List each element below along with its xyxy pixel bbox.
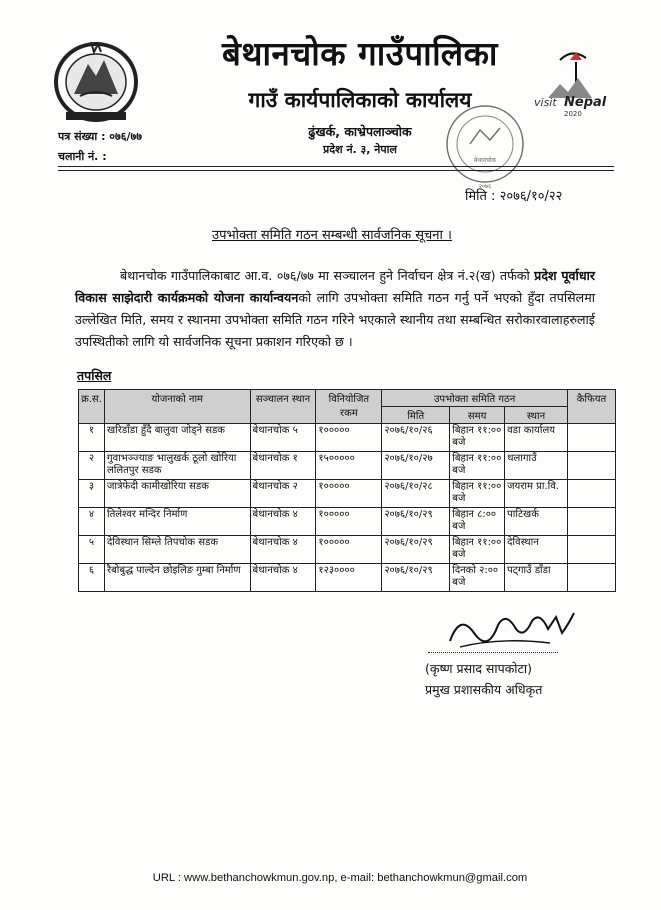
cell-name: रैबोबुद्ध पाल्देन छोइलिङ गुम्बा निर्माण <box>104 564 250 592</box>
address-line-2: प्रदेश नं. ३, नेपाल <box>323 143 397 156</box>
cell-venue: देविस्थान <box>505 536 568 564</box>
signature-line <box>428 652 558 653</box>
cell-venue: वडा कार्यालय <box>505 424 568 452</box>
letter-date: मिति : २०७६/१०/२२ <box>465 189 563 204</box>
cell-place: बेथानचोक ४ <box>250 508 316 536</box>
cell-date: २०७६/१०/२७ <box>382 452 450 480</box>
cell-time: बिहान ११:०० बजे <box>450 480 505 508</box>
cell-amount: १२३०००० <box>316 564 382 592</box>
table-row <box>79 536 616 564</box>
letter-number: पत्र संख्या : ०७६/७७ <box>58 130 142 143</box>
cell-venue: पट्गाउँ डाँडा <box>505 564 568 592</box>
col-header-venue: स्थान <box>505 407 568 424</box>
table-row <box>79 452 616 480</box>
col-header-sn: क्र.स. <box>79 390 105 424</box>
cell-time: बिहान ११:०० बजे <box>450 536 505 564</box>
cell-amount: १००००० <box>316 480 382 508</box>
signature-image <box>440 603 580 653</box>
cell-place: बेथानचोक ४ <box>250 536 316 564</box>
col-header-remarks: कैफियत <box>567 390 615 424</box>
cell-remarks <box>567 452 615 480</box>
body-text-bold: प्रदेश पूर्वाधार विकास साझेदारी कार्यक्रमको योजना कार्यान्वयन <box>75 268 595 305</box>
table-row <box>79 508 616 536</box>
cell-sn: ३ <box>79 480 105 508</box>
office-subtitle: गाउँ कार्यपालिकाको कार्यालय <box>248 88 472 112</box>
cell-name: जात्रेफेदी कामीखोरिया सडक <box>104 480 250 508</box>
notice-body <box>75 265 595 353</box>
svg-text:२०७६: २०७६ <box>478 183 492 190</box>
cell-venue: पाटिखर्क <box>505 508 568 536</box>
cell-amount: १००००० <box>316 424 382 452</box>
cell-remarks <box>567 564 615 592</box>
col-header-amount: विनियोजित रकम <box>316 390 382 424</box>
body-text-part2: को लागि उपभोक्ता समिति गठन गर्नु पर्ने भएको हुँदा तपसिलमा उल्लेखित मिति, समय र स्थानमा उपभोक्ता समिति गठन गरिने भएकाले स्थानीय तथा सम्बन्धित सरोकारवालाहरुलाई उपस्थितीको लागि यो सार्वजनिक सूचना प्रकाशन गरिएको छ । <box>75 290 595 349</box>
header-divider <box>58 166 614 167</box>
cell-name: देविस्थान सिम्ले तिपचोक सडक <box>104 536 250 564</box>
cell-time: दिनको २:०० बजे <box>450 564 505 592</box>
office-stamp <box>440 100 530 192</box>
cell-sn: ५ <box>79 536 105 564</box>
header-divider-thin <box>58 170 614 171</box>
col-header-place: सञ्चालन स्थान <box>250 390 316 424</box>
cell-place: बेथानचोक ४ <box>250 564 316 592</box>
cell-sn: २ <box>79 452 105 480</box>
svg-text:visit: visit <box>534 96 557 109</box>
cell-amount: १००००० <box>316 508 382 536</box>
body-text-part1: बेथानचोक गाउँपालिकाबाट आ.व. ०७६/७७ मा सञ्चालन हुने निर्वाचन क्षेत्र नं.२(ख) तर्फको <box>120 268 535 283</box>
col-header-time: समय <box>450 407 505 424</box>
cell-venue: जयराम प्रा.वि. <box>505 480 568 508</box>
cell-sn: ४ <box>79 508 105 536</box>
cell-remarks <box>567 508 615 536</box>
signatory-name: (कृष्ण प्रसाद सापकोटा) <box>425 661 532 676</box>
col-header-date: मिति <box>382 407 450 424</box>
cell-sn: १ <box>79 424 105 452</box>
table-row <box>79 480 616 508</box>
visit-nepal-logo <box>530 48 620 120</box>
cell-remarks <box>567 536 615 564</box>
cell-remarks <box>567 424 615 452</box>
cell-date: २०७६/१०/२६ <box>382 424 450 452</box>
cell-place: बेथानचोक १ <box>250 452 316 480</box>
signatory-post: प्रमुख प्रशासकीय अधिकृत <box>425 682 543 697</box>
cell-date: २०७६/१०/२९ <box>382 536 450 564</box>
svg-text:बेथानचोक: बेथानचोक <box>473 157 497 164</box>
cell-time: बिहान ११:०० बजे <box>450 452 505 480</box>
col-header-committee: उपभोक्ता समिति गठन <box>382 390 568 407</box>
cell-place: बेथानचोक २ <box>250 480 316 508</box>
table-row <box>79 424 616 452</box>
cell-place: बेथानचोक ५ <box>250 424 316 452</box>
cell-date: २०७६/१०/२९ <box>382 564 450 592</box>
svg-text:Nepal: Nepal <box>564 95 607 110</box>
footer-contact: URL : www.bethanchowkmun.gov.np, e-mail: bethanchowkmun@gmail.com <box>152 872 528 884</box>
cell-time: बिहान ८:०० बजे <box>450 508 505 536</box>
cell-venue: थलागाउँ <box>505 452 568 480</box>
svg-text:2020: 2020 <box>564 110 582 118</box>
cell-name: तिलेश्वर मन्दिर निर्माण <box>104 508 250 536</box>
cell-name: खरिडाँडा हुँदै बालुवा जोड्ने सडक <box>104 424 250 452</box>
municipality-title: बेथानचोक गाउँपालिका <box>222 34 498 73</box>
cell-sn: ६ <box>79 564 105 592</box>
cell-amount: १००००० <box>316 536 382 564</box>
cell-remarks <box>567 480 615 508</box>
cell-amount: १५००००० <box>316 452 382 480</box>
address-line-1: ढुंखर्क, काभ्रेपलाञ्चोक <box>308 124 412 139</box>
project-table <box>78 389 616 592</box>
nepal-emblem-logo <box>46 36 146 126</box>
cell-date: २०७६/१०/२९ <box>382 508 450 536</box>
cell-date: २०७६/१०/२८ <box>382 480 450 508</box>
notice-subject: उपभोक्ता समिति गठन सम्बन्धी सार्वजनिक सूचना । <box>212 228 452 243</box>
dispatch-number: चलानी नं. : <box>58 150 107 163</box>
col-header-name: योजनाको नाम <box>104 390 250 424</box>
cell-time: बिहान ११:०० बजे <box>450 424 505 452</box>
table-row <box>79 564 616 592</box>
cell-name: गुवाभञ्ज्याङ भालुखर्क ठूलो खोरिया ललितपुर सडक <box>104 452 250 480</box>
details-label: तपसिल <box>77 368 112 383</box>
